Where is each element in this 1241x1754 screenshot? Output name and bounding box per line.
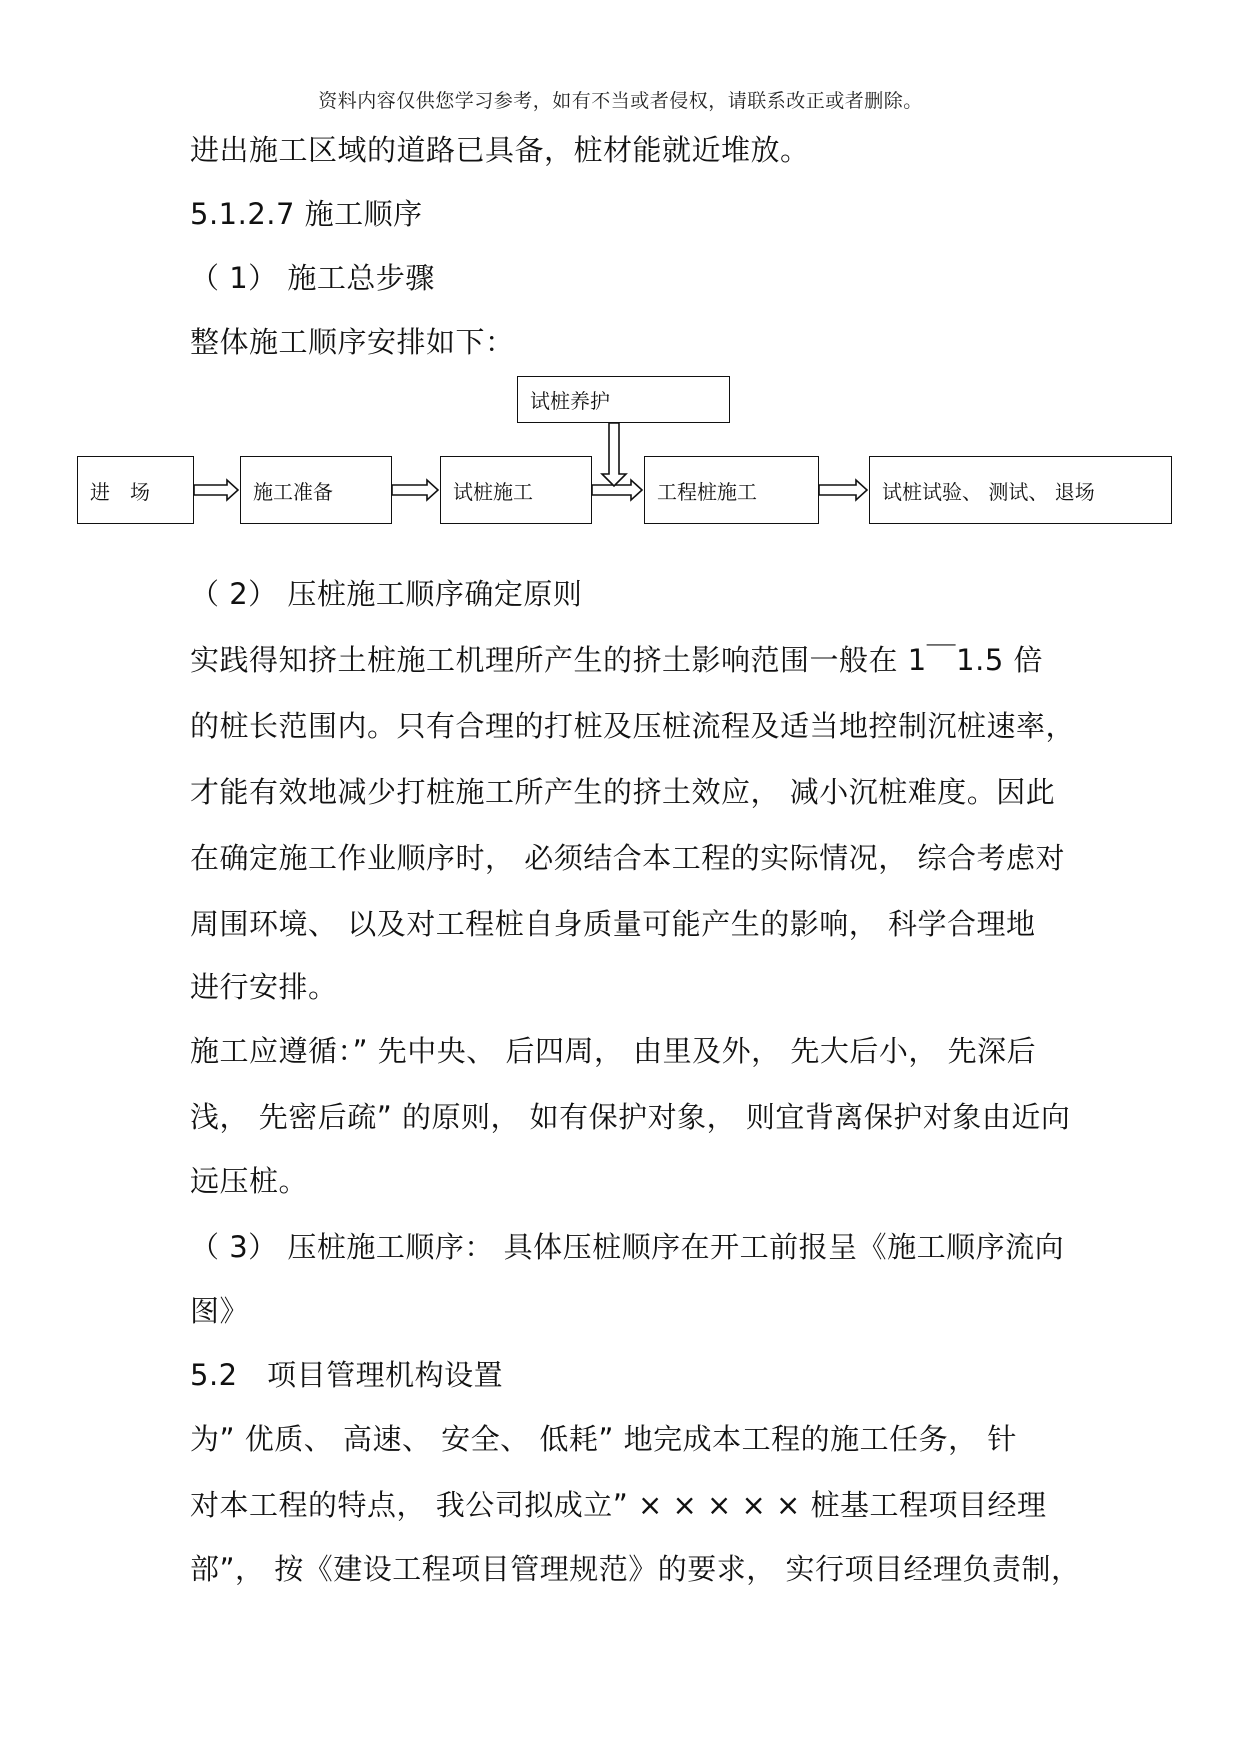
section-heading: 5.1.2.7 施工顺序 bbox=[190, 197, 423, 231]
page-header-disclaimer: 资料内容仅供您学习参考，如有不当或者侵权，请联系改正或者删除。 bbox=[318, 90, 923, 112]
flow-box-pile-curing: 试桩养护 bbox=[517, 376, 730, 423]
paragraph-line: 在确定施工作业顺序时， 必须结合本工程的实际情况， 综合考虑对 bbox=[190, 841, 1065, 875]
paragraph-line: 的桩长范围内。只有合理的打桩及压桩流程及适当地控制沉桩速率， bbox=[190, 709, 1076, 743]
paragraph-line: 施工应遵循：” 先中央、 后四周， 由里及外， 先大后小， 先深后 bbox=[190, 1034, 1037, 1068]
flow-arrow-4-icon bbox=[819, 480, 867, 500]
paragraph-line: 周围环境、 以及对工程桩自身质量可能产生的影响， 科学合理地 bbox=[190, 907, 1036, 941]
paragraph-line: 远压桩。 bbox=[190, 1164, 309, 1198]
paragraph-line: 为” 优质、 高速、 安全、 低耗” 地完成本工程的施工任务， 针 bbox=[190, 1422, 1017, 1456]
paragraph-line: 整体施工顺序安排如下： bbox=[190, 325, 515, 359]
paragraph-line: 实践得知挤土桩施工机理所产生的挤土影响范围一般在 1￣1.5 倍 bbox=[190, 643, 1044, 677]
paragraph-line: 进出施工区域的道路已具备，桩材能就近堆放。 bbox=[190, 133, 810, 167]
flow-arrows bbox=[0, 0, 1241, 600]
subsection-heading: （ 3） 压桩施工顺序： 具体压桩顺序在开工前报呈《施工顺序流向 bbox=[190, 1230, 1065, 1264]
flow-arrow-1-icon bbox=[194, 480, 238, 500]
flow-box-step-3: 试桩施工 bbox=[440, 456, 592, 524]
flow-box-step-4: 工程桩施工 bbox=[644, 456, 819, 524]
paragraph-line: 进行安排。 bbox=[190, 970, 338, 1004]
paragraph-line: 浅， 先密后疏” 的原则， 如有保护对象， 则宜背离保护对象由近向 bbox=[190, 1100, 1071, 1134]
flow-arrow-2-icon bbox=[392, 480, 438, 500]
paragraph-line: 才能有效地减少打桩施工所产生的挤土效应， 减小沉桩难度。因此 bbox=[190, 775, 1056, 809]
subsection-heading: （ 2） 压桩施工顺序确定原则 bbox=[190, 577, 583, 611]
paragraph-line: 对本工程的特点， 我公司拟成立” × × × × × 桩基工程项目经理 bbox=[190, 1488, 1047, 1522]
flow-box-step-1: 进 场 bbox=[77, 456, 194, 524]
paragraph-line: 图》 bbox=[190, 1294, 250, 1328]
section-heading: 5.2 项目管理机构设置 bbox=[190, 1358, 504, 1392]
flow-box-step-5: 试桩试验、 测试、 退场 bbox=[869, 456, 1172, 524]
paragraph-line: 部”， 按《建设工程项目管理规范》的要求， 实行项目经理负责制， bbox=[190, 1552, 1081, 1586]
subsection-heading: （ 1） 施工总步骤 bbox=[190, 261, 435, 295]
flow-arrow-down-icon bbox=[602, 423, 626, 486]
flow-box-step-2: 施工准备 bbox=[240, 456, 392, 524]
